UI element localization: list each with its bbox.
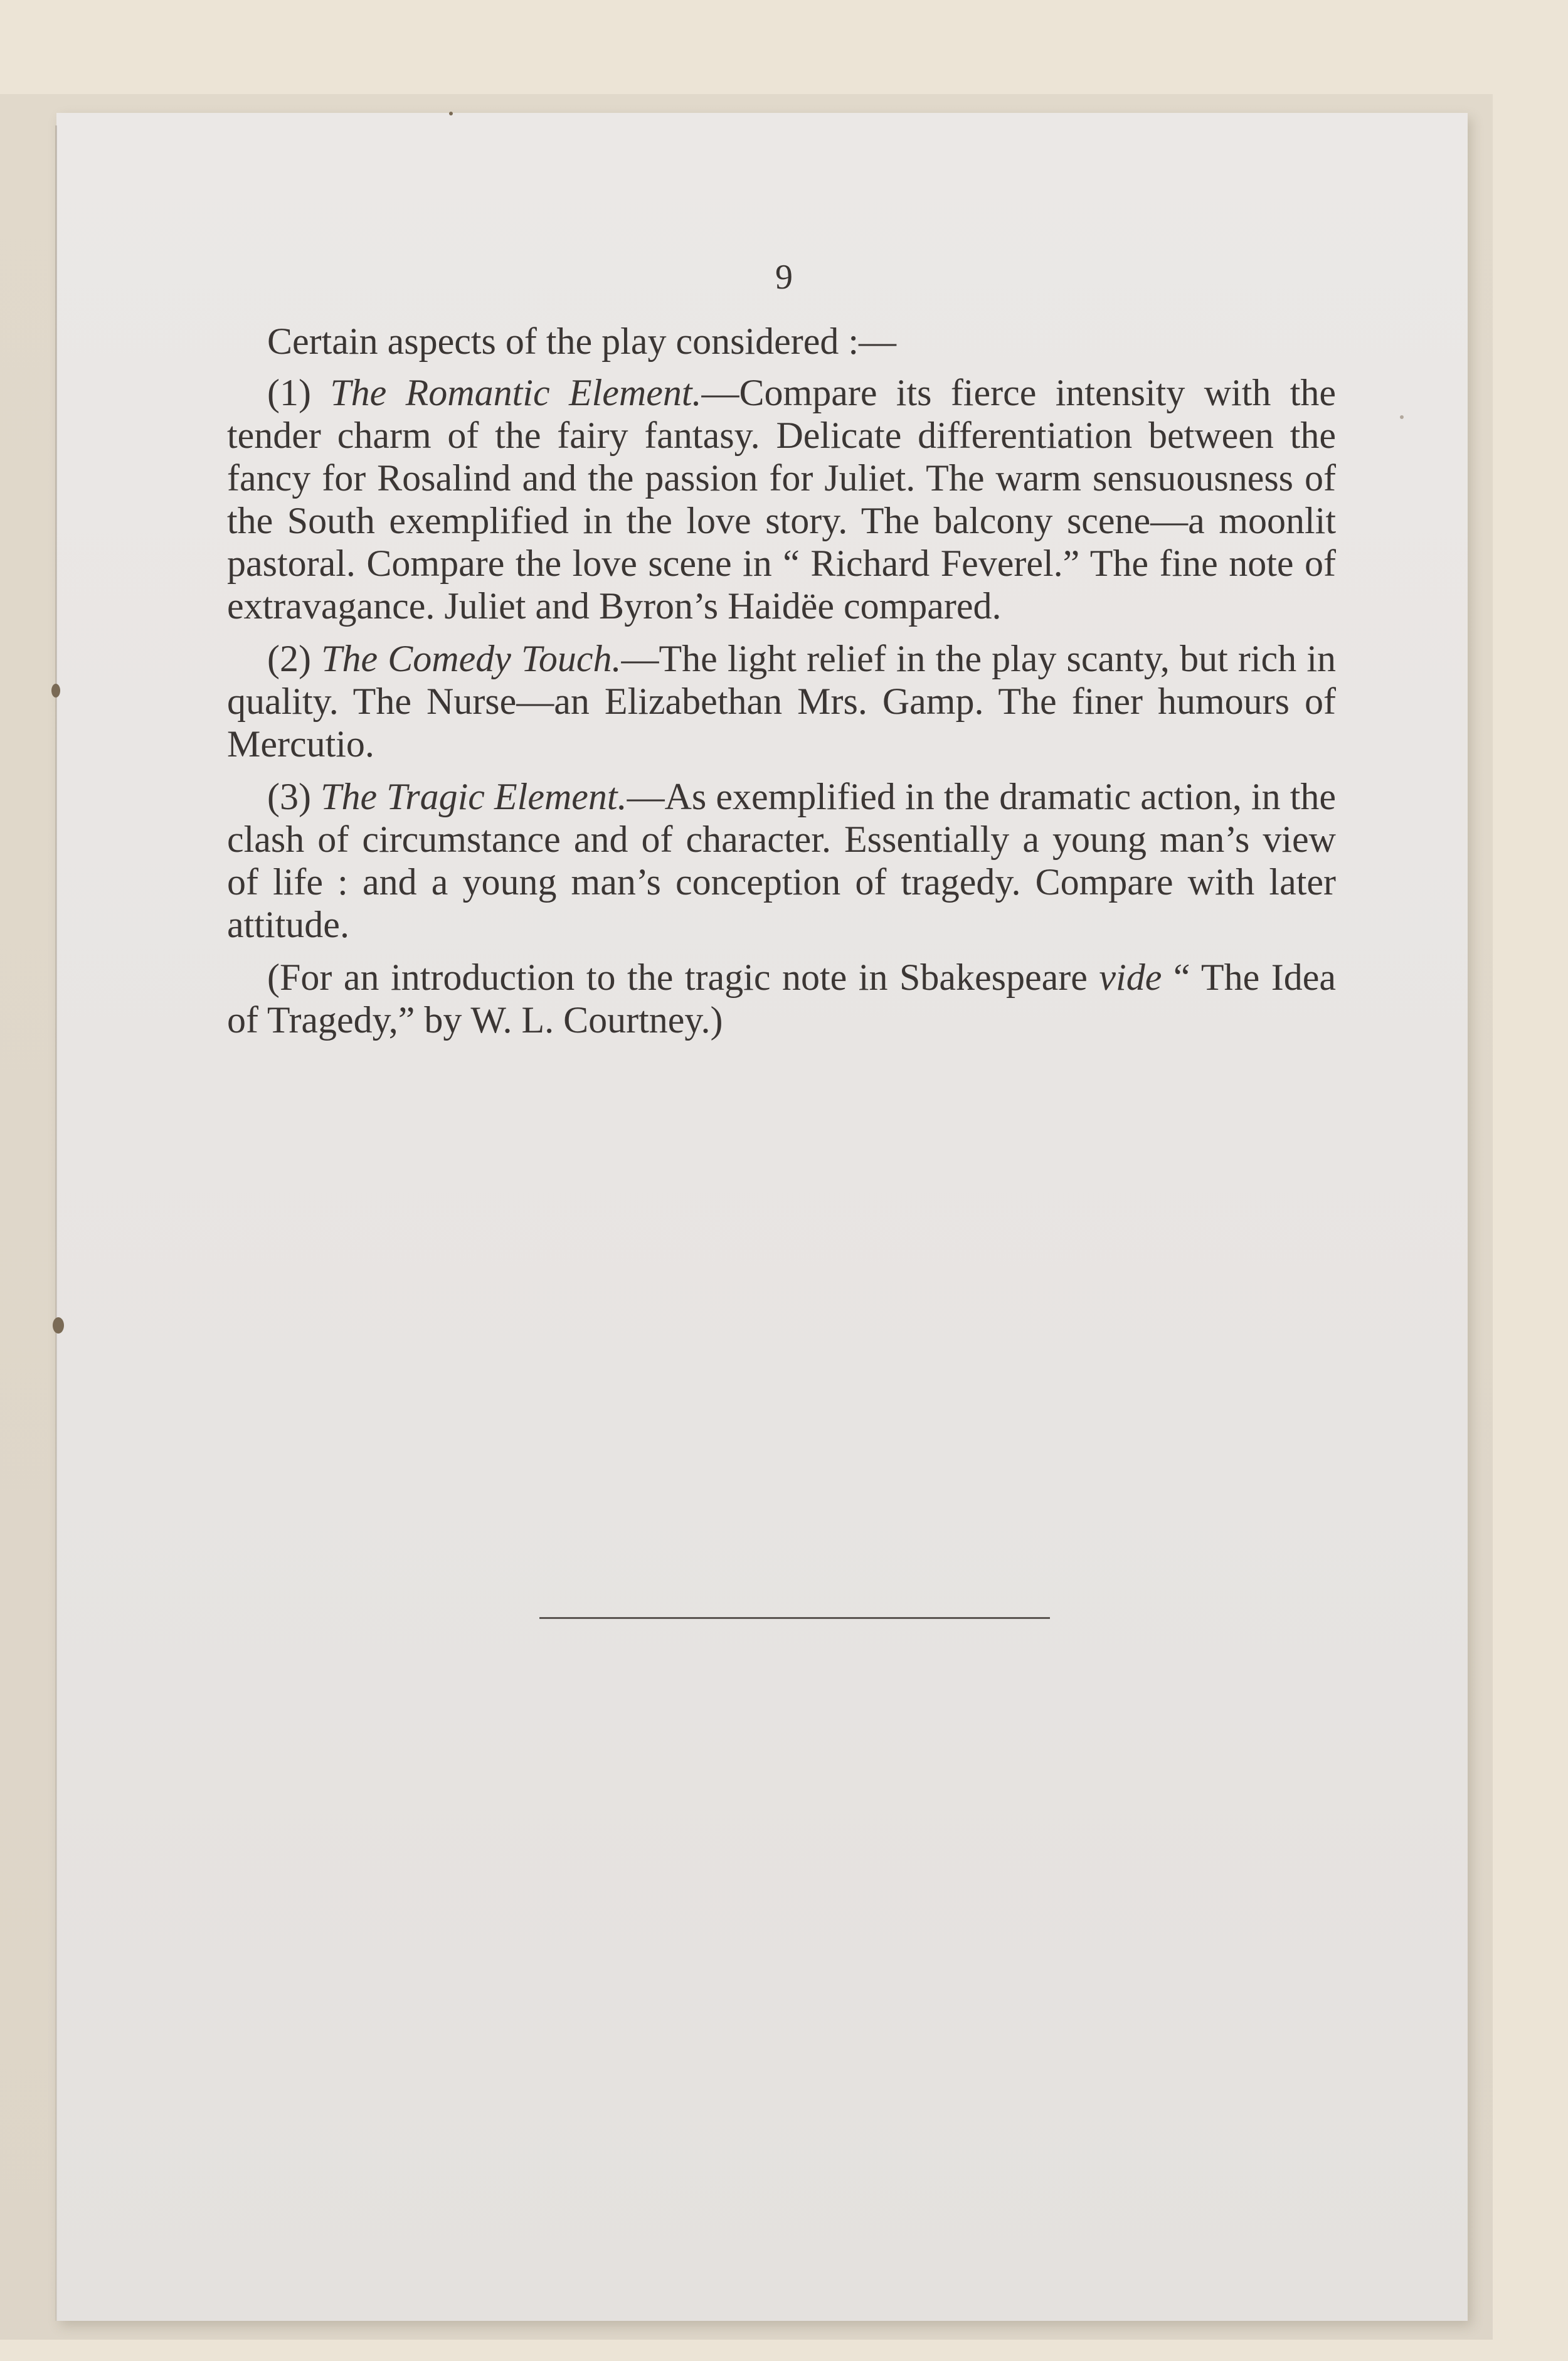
section-text: —Compare its fierce intensity with the tender charm of the fairy fantasy. Delicate differentiation between the fancy for Rosalind and the passion for Juliet. The warm sensuousness of the South exemplified in the love story. The balcony scene—a moonlit pastoral. Compare the love scene in “ Richard Feverel.” The fine note of extravagance. Juliet and Byron’s Haidëe compared. xyxy=(227,372,1336,627)
paper-speck xyxy=(1400,415,1404,419)
note-vide: vide xyxy=(1099,957,1162,998)
section-title: The Comedy Touch. xyxy=(321,638,622,679)
paper-speck xyxy=(53,1317,64,1334)
section-romantic-element xyxy=(227,371,1336,627)
section-heading: Certain aspects of the play considered :— xyxy=(267,321,897,362)
body-text xyxy=(227,320,1336,1051)
section-text: —As exemplified in the dramatic action, in the clash of circumstance and of character. Essentially a young man’s view of life : and a young man’s conception of tragedy. Compare with later attitude. xyxy=(227,776,1336,945)
section-number: (3) xyxy=(267,776,311,817)
section-comedy-touch xyxy=(227,637,1336,765)
paper-speck xyxy=(51,684,60,698)
page-number: 9 xyxy=(775,258,793,297)
section-number: (1) xyxy=(267,372,311,413)
reference-note xyxy=(227,956,1336,1041)
section-tragic-element xyxy=(227,775,1336,946)
note-lead: (For an introduction to the tragic note in Sbakespeare xyxy=(267,957,1099,998)
note-rest: “ The Idea of Tragedy,” by W. L. Courtney.) xyxy=(227,957,1336,1041)
paper-speck xyxy=(449,112,453,115)
section-text: —The light relief in the play scanty, but rich in quality. The Nurse—an Elizabethan Mrs. Gamp. The finer humours of Mercutio. xyxy=(227,638,1336,765)
section-title: The Romantic Element. xyxy=(330,372,702,413)
horizontal-rule xyxy=(539,1617,1050,1619)
section-title: The Tragic Element. xyxy=(320,776,627,817)
section-number: (2) xyxy=(267,638,311,679)
binding-gutter xyxy=(55,125,57,2321)
